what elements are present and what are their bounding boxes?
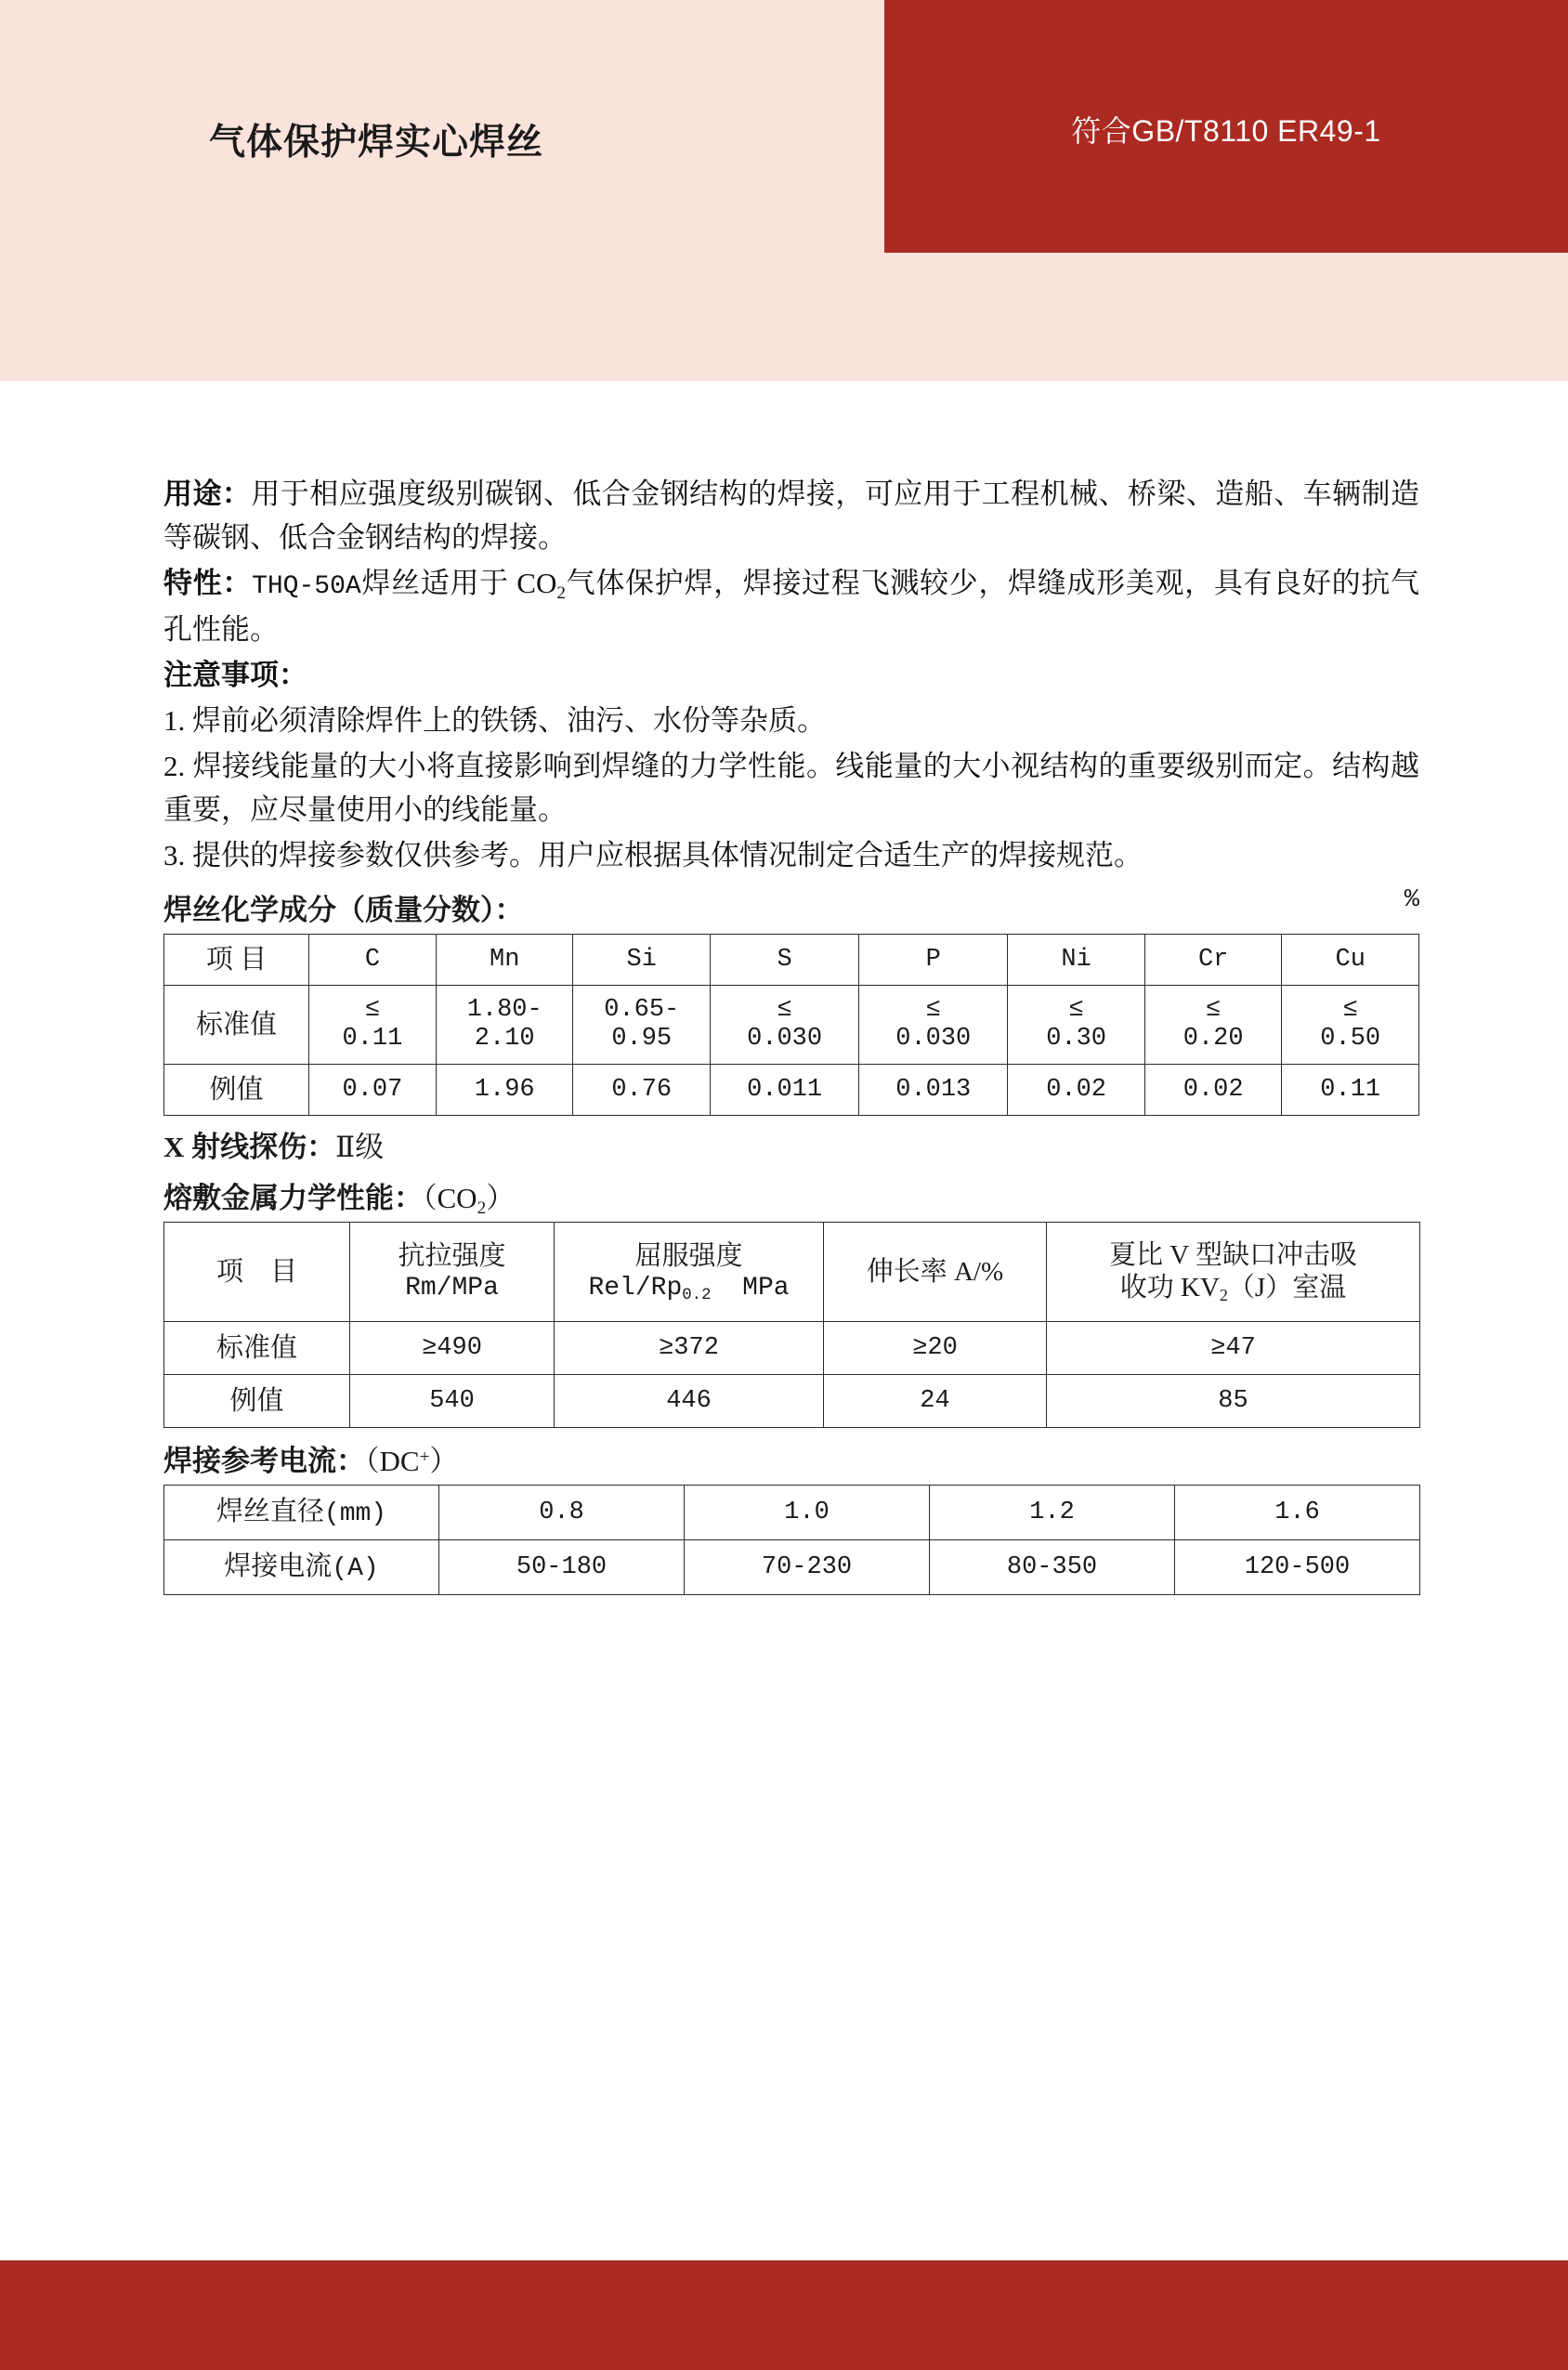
table-row xyxy=(164,1375,1420,1428)
current-title-text: 焊接参考电流： xyxy=(163,1445,365,1478)
table-row xyxy=(164,1223,1420,1322)
table-row xyxy=(164,935,1419,986)
mech-yield-sub: 0.2 xyxy=(682,1286,712,1304)
page-title: 气体保护焊实心焊丝 xyxy=(209,123,544,163)
chem-header-si: Si xyxy=(573,935,711,986)
chem-std-p xyxy=(859,986,1008,1065)
current-row-label-diameter xyxy=(164,1486,439,1540)
chem-std-s-val: 0.030 xyxy=(747,1025,823,1054)
mech-ex-elongation: 24 xyxy=(824,1375,1047,1428)
note-item-3: 3. 提供的焊接参数仅供参考。用户应根据具体情况制定合适生产的焊接规范。 xyxy=(163,839,1143,872)
feature-co2-sub: 2 xyxy=(556,583,566,603)
chem-unit: % xyxy=(1404,886,1419,915)
content-area xyxy=(0,381,1568,1601)
feature-text-b: 气体保护焊，焊接过程飞溅较少，焊缝成形美观，具有良好的抗气孔性能。 xyxy=(163,567,1419,646)
mech-header-yield-zh: 屈服强度 xyxy=(634,1240,743,1271)
current-title-close: ） xyxy=(429,1445,459,1478)
mech-table xyxy=(163,1222,1420,1428)
chem-std-p-val: 0.030 xyxy=(895,1025,972,1054)
current-label-zh: 焊接电流 xyxy=(224,1551,333,1581)
xray-line xyxy=(163,1123,1419,1165)
chem-header-cu: Cu xyxy=(1282,935,1419,986)
chem-std-si xyxy=(573,986,711,1065)
chem-header-cr: Cr xyxy=(1144,935,1282,986)
chem-header-item: 项 目 xyxy=(164,935,309,986)
chem-std-si-op: 0.65- xyxy=(604,995,680,1024)
usage-label: 用途： xyxy=(163,478,252,510)
mech-title-close: ） xyxy=(486,1182,516,1215)
chem-ex-cu: 0.11 xyxy=(1282,1065,1419,1116)
xray-label: X 射线探伤： xyxy=(163,1131,336,1164)
page-header xyxy=(0,0,1568,381)
mech-header-impact-line1: 夏比 V 型缺口冲击吸 xyxy=(1109,1240,1357,1271)
mech-header-yield-unit xyxy=(556,1273,821,1304)
chem-std-p-op: ≤ xyxy=(925,995,941,1024)
chem-std-c-op: ≤ xyxy=(364,995,381,1024)
table-row xyxy=(164,986,1419,1065)
mech-header-tensile xyxy=(350,1223,555,1322)
mech-impact-sym: 收功 KV xyxy=(1119,1273,1220,1303)
current-section-title xyxy=(163,1437,1419,1479)
chem-std-ni xyxy=(1008,986,1145,1065)
mech-std-elongation: ≥20 xyxy=(824,1322,1047,1375)
chem-title-text: 焊丝化学成分（质量分数）： xyxy=(163,894,524,927)
mech-impact-sub: 2 xyxy=(1219,1286,1228,1305)
chem-header-p: P xyxy=(859,935,1008,986)
mech-ex-tensile: 540 xyxy=(350,1375,555,1428)
mech-title-open: （CO xyxy=(423,1182,477,1215)
mech-ex-impact: 85 xyxy=(1047,1375,1420,1428)
chem-std-mn-val: 2.10 xyxy=(474,1025,535,1054)
mech-header-elongation: 伸长率 A/% xyxy=(824,1223,1047,1322)
chem-ex-c: 0.07 xyxy=(308,1065,436,1116)
chem-std-s-op: ≤ xyxy=(777,995,792,1024)
chem-std-mn-op: 1.80- xyxy=(466,995,542,1024)
mech-row-example-label: 例值 xyxy=(164,1375,350,1428)
chem-ex-s: 0.011 xyxy=(711,1065,859,1116)
current-table xyxy=(163,1485,1420,1595)
mech-yield-sym: Rel/Rp xyxy=(588,1274,683,1303)
table-row xyxy=(164,1540,1420,1595)
chem-row-standard-label: 标准值 xyxy=(164,986,309,1065)
usage-text: 用于相应强度级别碳钢、低合金钢结构的焊接，可应用于工程机械、桥梁、造船、车辆制造等碳钢、低合金钢结构的焊接。 xyxy=(163,478,1419,555)
chem-table xyxy=(163,934,1419,1116)
chem-header-ni: Ni xyxy=(1008,935,1145,986)
current-diameter-4: 1.6 xyxy=(1175,1486,1420,1540)
chem-header-s: S xyxy=(711,935,859,986)
mech-header-item: 项 目 xyxy=(164,1223,350,1322)
current-value-3: 80-350 xyxy=(930,1540,1175,1595)
feature-paragraph xyxy=(163,561,1419,651)
chem-std-ni-op: ≤ xyxy=(1068,995,1084,1024)
chem-std-cu-val: 0.50 xyxy=(1320,1025,1381,1054)
table-row xyxy=(164,1486,1420,1540)
current-label-unit: (A) xyxy=(332,1553,379,1583)
current-value-4: 120-500 xyxy=(1175,1540,1420,1595)
chem-std-cr xyxy=(1144,986,1282,1065)
mech-section-title xyxy=(163,1174,1419,1216)
current-diameter-2: 1.0 xyxy=(685,1486,930,1540)
chem-std-c-val: 0.11 xyxy=(342,1025,403,1054)
mech-header-impact-line2 xyxy=(1049,1272,1418,1304)
chem-ex-mn: 1.96 xyxy=(436,1065,573,1116)
mech-header-impact xyxy=(1047,1223,1420,1322)
chem-header-mn: Mn xyxy=(436,935,573,986)
current-value-2: 70-230 xyxy=(685,1540,930,1595)
diameter-label-unit: (mm) xyxy=(323,1499,387,1528)
chem-std-cu-op: ≤ xyxy=(1342,995,1358,1024)
mech-impact-tail: （J）室温 xyxy=(1227,1273,1347,1303)
notes-label-text: 注意事项： xyxy=(163,658,307,691)
diameter-label-zh: 焊丝直径 xyxy=(216,1496,324,1526)
standard-badge: 符合GB/T8110 ER49-1 xyxy=(1071,114,1381,148)
feature-text-a: 焊丝适用于 CO xyxy=(360,567,557,600)
chem-header-c: C xyxy=(308,935,436,986)
chem-std-c xyxy=(308,986,436,1065)
chem-std-cr-val: 0.20 xyxy=(1183,1025,1244,1054)
note-item-2: 2. 焊接线能量的大小将直接影响到焊缝的力学性能。线能量的大小视结构的重要级别而定。结构越重要，应尽量使用小的线能量。 xyxy=(163,750,1419,827)
xray-value: Ⅱ级 xyxy=(335,1131,385,1164)
chem-std-mn xyxy=(436,986,573,1065)
current-diameter-3: 1.2 xyxy=(930,1486,1175,1540)
usage-paragraph xyxy=(163,472,1419,559)
table-row xyxy=(164,1322,1420,1375)
page-footer-bar xyxy=(0,2260,1568,2370)
mech-std-tensile: ≥490 xyxy=(350,1322,555,1375)
chem-ex-p: 0.013 xyxy=(859,1065,1008,1116)
chem-ex-ni: 0.02 xyxy=(1008,1065,1145,1116)
mech-header-tensile-unit: Rm/MPa xyxy=(405,1274,499,1303)
current-row-label-current xyxy=(164,1540,439,1595)
mech-title-text: 熔敷金属力学性能： xyxy=(163,1182,423,1215)
current-title-sup: + xyxy=(419,1447,430,1467)
mech-header-yield xyxy=(555,1223,824,1322)
chem-row-example-label: 例值 xyxy=(164,1065,309,1116)
chem-ex-si: 0.76 xyxy=(573,1065,711,1116)
chem-std-ni-val: 0.30 xyxy=(1046,1025,1107,1054)
mech-std-impact: ≥47 xyxy=(1047,1322,1420,1375)
table-row xyxy=(164,1065,1419,1116)
mech-ex-yield: 446 xyxy=(555,1375,824,1428)
feature-label: 特性： xyxy=(163,567,253,600)
mech-title-sub: 2 xyxy=(477,1198,487,1218)
chem-std-s xyxy=(711,986,859,1065)
mech-row-standard-label: 标准值 xyxy=(164,1322,350,1375)
chem-ex-cr: 0.02 xyxy=(1144,1065,1282,1116)
current-value-1: 50-180 xyxy=(439,1540,685,1595)
current-diameter-1: 0.8 xyxy=(439,1486,685,1540)
current-title-open: （DC xyxy=(365,1445,420,1478)
chem-std-cu xyxy=(1282,986,1419,1065)
chem-std-si-val: 0.95 xyxy=(611,1025,673,1054)
mech-std-yield: ≥372 xyxy=(555,1322,824,1375)
chem-section-title xyxy=(163,886,1419,928)
feature-product-code: THQ-50A xyxy=(252,572,361,602)
mech-header-tensile-zh: 抗拉强度 xyxy=(398,1240,506,1271)
mech-yield-mpa: MPa xyxy=(742,1274,790,1303)
chem-std-cr-op: ≤ xyxy=(1206,995,1222,1024)
notes-label xyxy=(163,653,1419,697)
note-item-1: 1. 焊前必须清除焊件上的铁锈、油污、水份等杂质。 xyxy=(163,703,826,737)
